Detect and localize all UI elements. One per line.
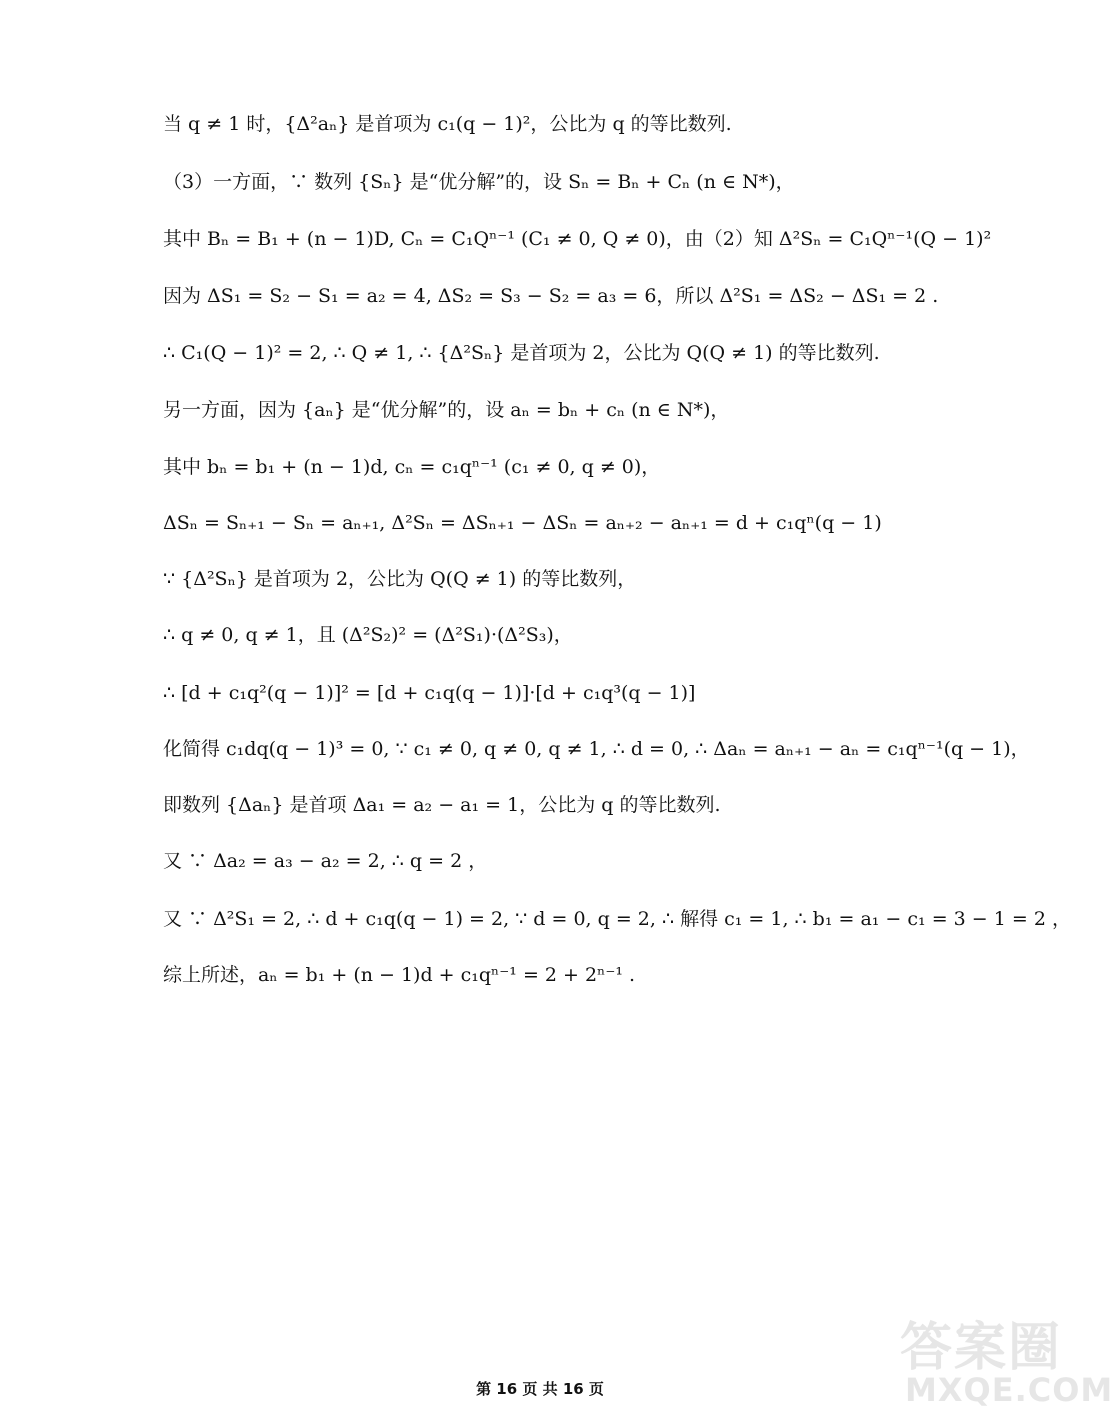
text-line: ∴ [d + c₁q²(q − 1)]² = [d + c₁q(q − 1)]·[d + c₁q³(q − 1)] bbox=[163, 682, 696, 704]
text-line: 其中 Bₙ = B₁ + (n − 1)D, Cₙ = C₁Qⁿ⁻¹ (C₁ ≠ 0, Q ≠ 0)，由（2）知 Δ²Sₙ = C₁Qⁿ⁻¹(Q − 1)² bbox=[163, 228, 992, 250]
text-line: 因为 ΔS₁ = S₂ − S₁ = a₂ = 4, ΔS₂ = S₃ − S₂ = a₃ = 6，所以 Δ²S₁ = ΔS₂ − ΔS₁ = 2 . bbox=[163, 285, 939, 307]
watermark-logo-text: 答案圈 bbox=[900, 1318, 1063, 1378]
text-line: ΔSₙ = Sₙ₊₁ − Sₙ = aₙ₊₁, Δ²Sₙ = ΔSₙ₊₁ − ΔSₙ = aₙ₊₂ − aₙ₊₁ = d + c₁qⁿ(q − 1) bbox=[163, 512, 882, 534]
page-footer: 第 16 页 共 16 页 bbox=[476, 1380, 604, 1398]
text-line: 又 ∵ Δa₂ = a₃ − a₂ = 2, ∴ q = 2 ， bbox=[163, 850, 488, 872]
watermark-logo bbox=[880, 1305, 1113, 1411]
text-line: 其中 bₙ = b₁ + (n − 1)d, cₙ = c₁qⁿ⁻¹ (c₁ ≠ 0, q ≠ 0)， bbox=[163, 456, 661, 478]
text-line: 又 ∵ Δ²S₁ = 2, ∴ d + c₁q(q − 1) = 2, ∵ d = 0, q = 2, ∴ 解得 c₁ = 1, ∴ b₁ = a₁ − c₁ = 3 − 1 = 2 ， bbox=[163, 908, 1071, 930]
text-line: ∴ q ≠ 0, q ≠ 1，且 (Δ²S₂)² = (Δ²S₁)·(Δ²S₃)， bbox=[163, 624, 573, 646]
text-line: 即数列 {Δaₙ} 是首项 Δa₁ = a₂ − a₁ = 1，公比为 q 的等比数列. bbox=[163, 794, 721, 816]
text-line: ∴ C₁(Q − 1)² = 2, ∴ Q ≠ 1, ∴ {Δ²Sₙ} 是首项为 2，公比为 Q(Q ≠ 1) 的等比数列. bbox=[163, 342, 880, 364]
watermark-url-text: MXQE.COM bbox=[905, 1371, 1113, 1409]
text-line: （3）一方面，∵ 数列 {Sₙ} 是“优分解”的，设 Sₙ = Bₙ + Cₙ (n ∈ N*)， bbox=[163, 171, 795, 193]
text-line: 综上所述，aₙ = b₁ + (n − 1)d + c₁qⁿ⁻¹ = 2 + 2ⁿ⁻¹ . bbox=[163, 964, 636, 986]
text-line: 当 q ≠ 1 时，{Δ²aₙ} 是首项为 c₁(q − 1)²，公比为 q 的等比数列. bbox=[163, 113, 732, 135]
text-line: 化简得 c₁dq(q − 1)³ = 0, ∵ c₁ ≠ 0, q ≠ 0, q ≠ 1, ∴ d = 0, ∴ Δaₙ = aₙ₊₁ − aₙ = c₁qⁿ⁻¹(q − 1)， bbox=[163, 738, 1030, 760]
text-line: 另一方面，因为 {aₙ} 是“优分解”的，设 aₙ = bₙ + cₙ (n ∈ N*)， bbox=[163, 399, 730, 421]
text-line: ∵ {Δ²Sₙ} 是首项为 2，公比为 Q(Q ≠ 1) 的等比数列， bbox=[163, 568, 637, 590]
